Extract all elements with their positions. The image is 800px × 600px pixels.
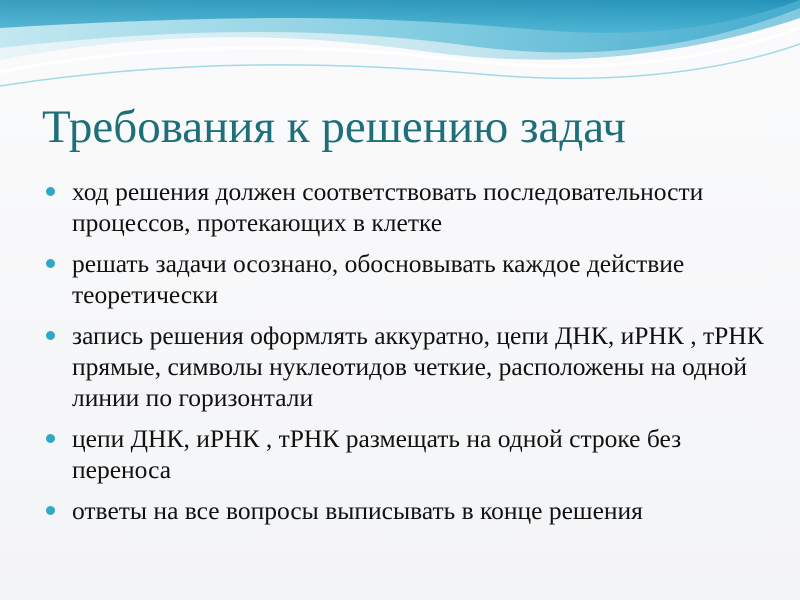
bullet-text: цепи ДНК, иРНК , тРНК размещать на одной строке без переноса xyxy=(72,424,682,484)
bullet-item xyxy=(46,495,776,526)
bullet-item xyxy=(46,176,776,238)
wave-thin-line xyxy=(0,44,800,86)
bullet-marker-icon xyxy=(46,187,55,196)
bullet-marker-icon xyxy=(46,259,55,268)
bullet-text: запись решения оформлять аккуратно, цепи ДНК, иРНК , тРНК прямые, символы нуклеотидов четкие, расположены на одной линии по горизонтали xyxy=(72,321,764,412)
bullet-marker-icon xyxy=(46,434,55,443)
bullet-list xyxy=(46,176,776,536)
bullet-marker-icon xyxy=(46,331,55,340)
header-wave-decoration xyxy=(0,0,800,110)
bullet-text: ответы на все вопросы выписывать в конце решения xyxy=(72,496,643,525)
bullet-item xyxy=(46,320,776,413)
slide-title: Требования к решению задач xyxy=(42,101,626,153)
bullet-marker-icon xyxy=(46,506,55,515)
bullet-text: ход решения должен соответствовать последовательности процессов, протекающих в клетке xyxy=(72,177,704,237)
bullet-text: решать задачи осознано, обосновывать каждое действие теоретически xyxy=(72,249,685,309)
bullet-item xyxy=(46,248,776,310)
bullet-item xyxy=(46,423,776,485)
